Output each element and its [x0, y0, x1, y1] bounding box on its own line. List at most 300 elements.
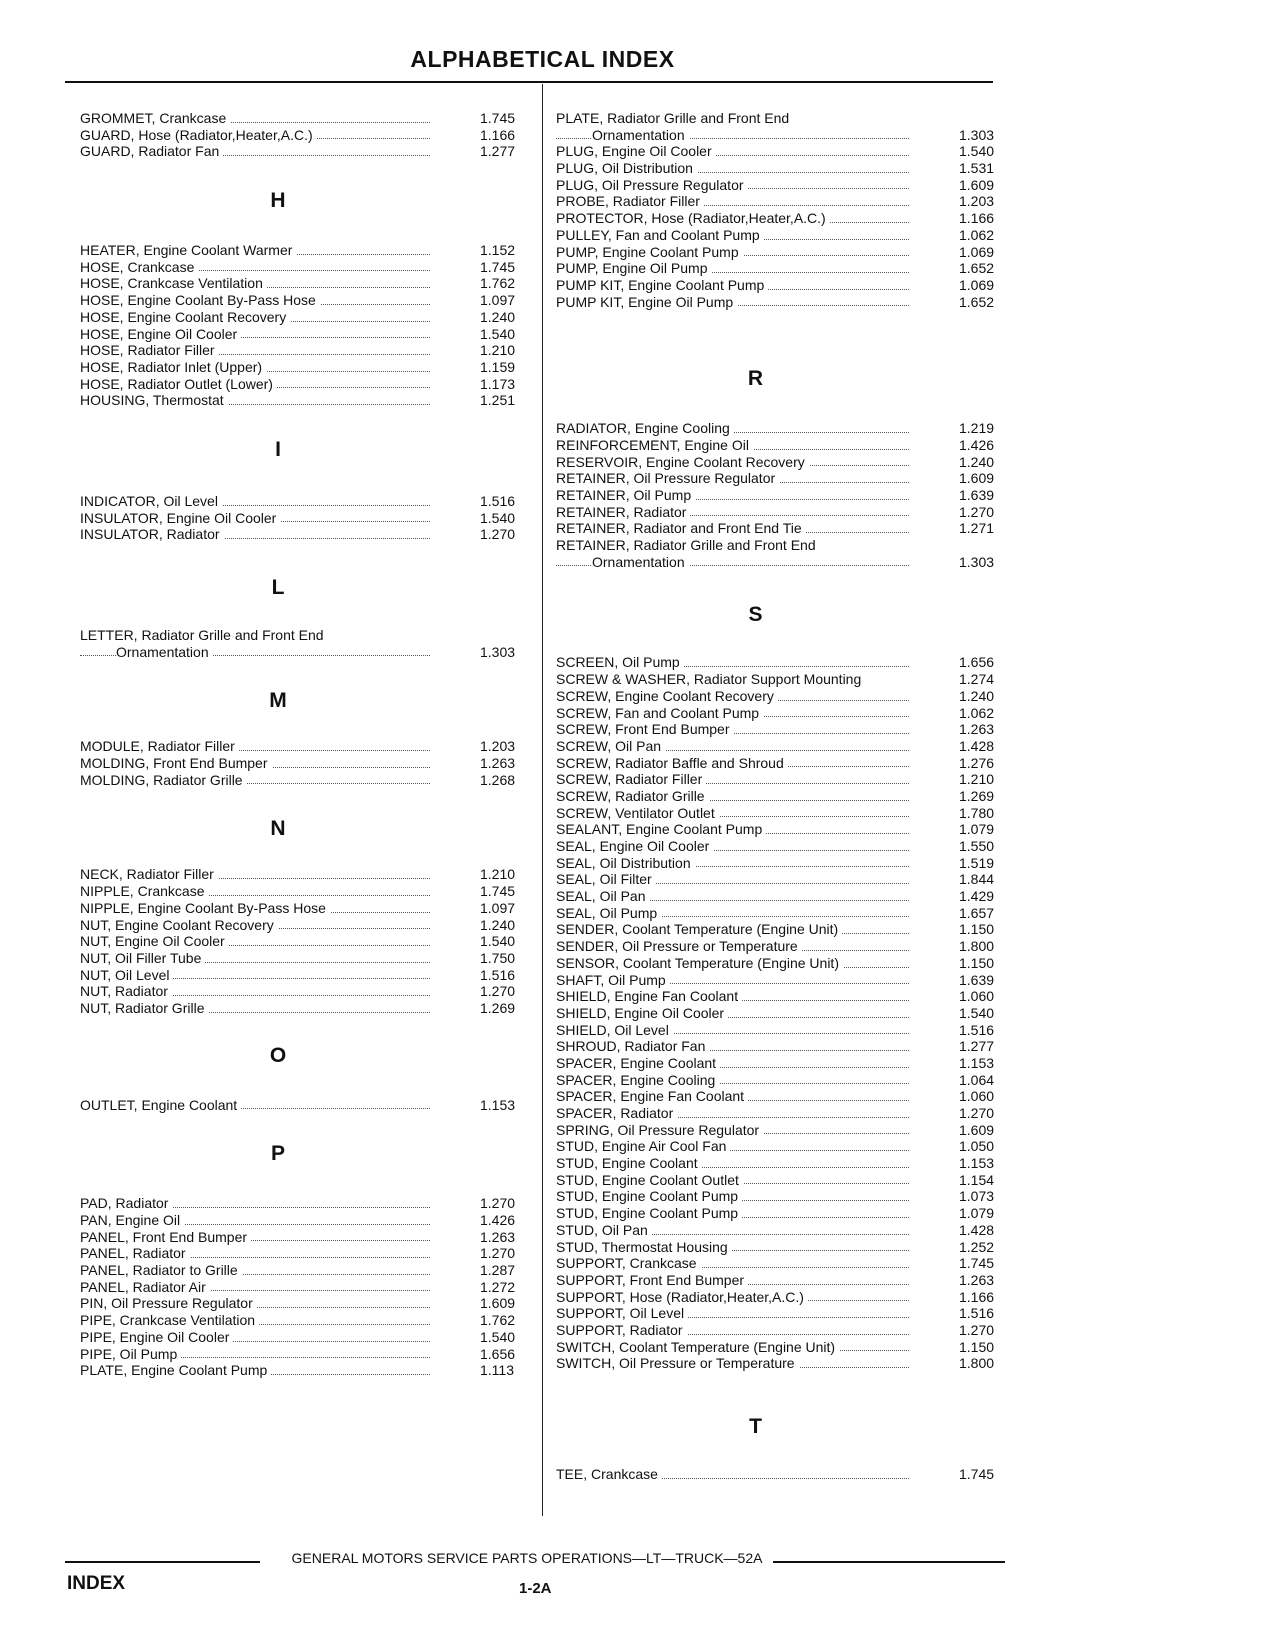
index-entry [556, 888, 1009, 905]
index-entry [556, 755, 1009, 772]
entry-page: 1.745 [959, 1255, 995, 1272]
section-gap [80, 160, 530, 176]
entry-page: 1.240 [959, 687, 995, 704]
entry-page: 1.540 [959, 1004, 995, 1021]
section-gap [556, 404, 1009, 420]
index-entry [80, 359, 530, 376]
section-gap [80, 543, 530, 563]
entry-name: SEAL, Oil Distribution [556, 855, 695, 872]
index-entry [556, 1355, 1009, 1372]
index-entry [80, 510, 530, 527]
section-letter: I [275, 437, 281, 461]
entry-page: 1.073 [959, 1188, 995, 1205]
footer-section-label: INDEX [67, 1573, 126, 1594]
index-entry [80, 526, 530, 543]
index-entry [80, 1295, 530, 1312]
entry-page: 1.745 [480, 883, 516, 900]
index-entry [80, 275, 530, 292]
index-entry [556, 1222, 1009, 1239]
entry-name: STUD, Engine Coolant Pump [556, 1188, 742, 1205]
index-entry [556, 1105, 1009, 1122]
entry-page: 1.166 [480, 126, 516, 143]
entry-name: NIPPLE, Crankcase [80, 883, 209, 900]
entry-page: 1.745 [480, 110, 516, 126]
entry-page: 1.762 [480, 1312, 516, 1329]
entry-name: SCREW & WASHER, Radiator Support Mounting [556, 671, 865, 688]
entry-page: 1.060 [959, 1088, 995, 1105]
index-entry [80, 1000, 530, 1017]
index-entry-continuation [80, 644, 530, 661]
entry-name: STUD, Oil Pan [556, 1222, 652, 1239]
section-gap [556, 640, 1009, 654]
entry-name: RETAINER, Oil Pressure Regulator [556, 470, 779, 487]
index-entry [556, 1005, 1009, 1022]
entry-page: 1.277 [480, 143, 516, 160]
entry-name: NUT, Oil Level [80, 967, 173, 984]
index-entry [80, 259, 530, 276]
section-gap [80, 1179, 530, 1195]
entry-page: 1.270 [959, 1105, 995, 1121]
entry-name: SPACER, Radiator [556, 1105, 677, 1122]
index-entry [80, 900, 530, 917]
section-gap [556, 1372, 1009, 1402]
section-gap [556, 310, 1009, 354]
entry-name: RADIATOR, Engine Cooling [556, 420, 734, 437]
entry-name: SCREW, Radiator Filler [556, 771, 706, 788]
index-entry [80, 127, 530, 144]
index-entry [556, 688, 1009, 705]
entry-name: SCREW, Engine Coolant Recovery [556, 688, 778, 705]
title-rule [65, 81, 993, 83]
index-entry [80, 917, 530, 934]
entry-name: STUD, Thermostat Housing [556, 1239, 732, 1256]
index-entry [556, 654, 1009, 671]
entry-page: 1.657 [959, 904, 995, 921]
entry-page: 1.270 [480, 983, 516, 1000]
index-entry [556, 721, 1009, 738]
entry-page: 1.113 [480, 1362, 514, 1379]
entry-name: PANEL, Radiator [80, 1245, 190, 1262]
entry-page: 1.303 [480, 643, 516, 660]
entry-name: RESERVOIR, Engine Coolant Recovery [556, 454, 809, 471]
index-entry [556, 1088, 1009, 1105]
entry-page: 1.240 [480, 916, 516, 933]
entry-name: PLATE, Radiator Grille and Front End [556, 110, 793, 127]
index-entry [556, 955, 1009, 972]
index-entry [556, 1188, 1009, 1205]
index-entry [556, 537, 1009, 554]
section-gap [556, 570, 1009, 590]
entry-page: 1.097 [480, 292, 516, 309]
entry-page: 1.750 [480, 949, 516, 966]
entry-name: SCREW, Radiator Grille [556, 788, 709, 805]
entry-name: SCREW, Front End Bumper [556, 721, 734, 738]
entry-name: PIPE, Engine Oil Cooler [80, 1329, 233, 1346]
entry-page: 1.780 [959, 804, 995, 821]
entry-page: 1.652 [959, 293, 995, 310]
entry-name: SEAL, Oil Filter [556, 871, 656, 888]
entry-page: 1.287 [480, 1262, 516, 1279]
entry-name: SUPPORT, Oil Level [556, 1305, 688, 1322]
section-letter: P [270, 1142, 285, 1166]
index-entry-continuation [556, 554, 1009, 571]
index-entry [556, 177, 1009, 194]
entry-name: REINFORCEMENT, Engine Oil [556, 437, 753, 454]
entry-name: SUPPORT, Front End Bumper [556, 1272, 748, 1289]
entry-name: SEAL, Engine Oil Cooler [556, 838, 713, 855]
entry-page: 1.263 [480, 1228, 516, 1245]
entry-page: 1.251 [480, 392, 516, 409]
entry-name: PANEL, Radiator to Grille [80, 1262, 242, 1279]
index-entry [556, 671, 1009, 688]
entry-name: SCREW, Ventilator Outlet [556, 805, 719, 822]
entry-page: 1.268 [480, 771, 516, 788]
entry-page: 1.531 [959, 160, 995, 177]
section-gap [80, 226, 530, 242]
entry-name: HOSE, Radiator Outlet (Lower) [80, 376, 277, 393]
index-entry [80, 242, 530, 259]
index-entry [80, 883, 530, 900]
index-entry [80, 866, 530, 883]
entry-name: STUD, Engine Air Cool Fan [556, 1138, 730, 1155]
entry-page: 1.270 [480, 1245, 516, 1262]
entry-page: 1.426 [959, 436, 995, 453]
entry-name: GUARD, Hose (Radiator,Heater,A.C.) [80, 127, 317, 144]
entry-page: 1.276 [959, 754, 995, 771]
footer-page-number: 1-2A [519, 1580, 552, 1597]
index-entry [80, 1097, 530, 1114]
index-entry [556, 1155, 1009, 1172]
index-entry [80, 326, 530, 343]
index-entry [80, 110, 530, 127]
entry-page: 1.274 [959, 671, 995, 688]
section-gap [80, 660, 530, 676]
section-letter: H [270, 189, 286, 213]
index-entry [556, 871, 1009, 888]
entry-name: PAD, Radiator [80, 1195, 172, 1212]
entry-name: SENSOR, Coolant Temperature (Engine Unit) [556, 955, 843, 972]
entry-name: SCREEN, Oil Pump [556, 654, 684, 671]
index-entry [80, 1212, 530, 1229]
entry-page: 1.800 [959, 938, 995, 955]
entry-name: TEE, Crankcase [556, 1466, 662, 1483]
entry-page: 1.277 [959, 1038, 995, 1055]
footer-org-text: GENERAL MOTORS SERVICE PARTS OPERATIONS—LT—TRUCK—52A [288, 1550, 767, 1566]
index-entry [556, 454, 1009, 471]
entry-name: RETAINER, Radiator Grille and Front End [556, 537, 820, 554]
section-gap [80, 1017, 530, 1031]
entry-name: HOSE, Engine Oil Cooler [80, 326, 241, 343]
index-entry [556, 277, 1009, 294]
entry-name: PANEL, Radiator Air [80, 1279, 210, 1296]
entry-name: SPACER, Engine Fan Coolant [556, 1088, 748, 1105]
entry-name: SEAL, Oil Pump [556, 905, 661, 922]
entry-name: Ornamentation [592, 554, 689, 571]
entry-page: 1.270 [959, 503, 995, 520]
entry-page: 1.060 [959, 988, 995, 1005]
entry-name: PIN, Oil Pressure Regulator [80, 1295, 257, 1312]
entry-page: 1.252 [959, 1238, 995, 1255]
entry-page: 1.269 [480, 999, 516, 1016]
index-entry [80, 738, 530, 755]
column-divider [542, 84, 543, 1516]
index-entry [556, 972, 1009, 989]
entry-page: 1.079 [959, 1205, 995, 1222]
entry-page: 1.745 [959, 1466, 995, 1482]
entry-page: 1.062 [959, 704, 995, 721]
entry-name: PLUG, Engine Oil Cooler [556, 143, 716, 160]
entry-page: 1.609 [959, 470, 995, 487]
entry-name: PUMP, Engine Oil Pump [556, 260, 711, 277]
index-entry [80, 755, 530, 772]
entry-page: 1.609 [959, 1121, 995, 1138]
entry-name: LETTER, Radiator Grille and Front End [80, 627, 328, 644]
entry-name: PAN, Engine Oil [80, 1212, 184, 1229]
index-entry [80, 1329, 530, 1346]
entry-page: 1.516 [480, 966, 516, 983]
index-entry [556, 193, 1009, 210]
entry-page: 1.050 [959, 1138, 995, 1155]
entry-page: 1.270 [959, 1321, 995, 1338]
index-entry [556, 520, 1009, 537]
entry-name: PANEL, Front End Bumper [80, 1229, 251, 1246]
index-entry [556, 921, 1009, 938]
entry-name: NUT, Radiator Grille [80, 1000, 208, 1017]
section-gap [80, 613, 530, 627]
index-entry [80, 309, 530, 326]
entry-name: NUT, Radiator [80, 983, 172, 1000]
entry-name: PLUG, Oil Distribution [556, 160, 697, 177]
entry-name: SUPPORT, Radiator [556, 1322, 687, 1339]
entry-name: SHIELD, Engine Oil Cooler [556, 1005, 728, 1022]
entry-page: 1.263 [959, 1271, 995, 1288]
page-title: ALPHABETICAL INDEX [410, 46, 675, 72]
entry-page: 1.426 [480, 1212, 516, 1228]
index-entry [556, 1305, 1009, 1322]
entry-name: SEAL, Oil Pan [556, 888, 650, 905]
entry-page: 1.540 [480, 325, 516, 342]
index-entry [556, 227, 1009, 244]
entry-name: GUARD, Radiator Fan [80, 143, 223, 160]
section-gap [80, 475, 530, 493]
index-entry [556, 1022, 1009, 1039]
entry-name: INDICATOR, Oil Level [80, 493, 222, 510]
entry-page: 1.609 [959, 176, 995, 193]
entry-page: 1.062 [959, 226, 995, 243]
entry-page: 1.800 [959, 1355, 995, 1372]
entry-name: SPRING, Oil Pressure Regulator [556, 1122, 763, 1139]
entry-name: PUMP KIT, Engine Coolant Pump [556, 277, 768, 294]
entry-page: 1.097 [480, 899, 516, 916]
index-entry [556, 294, 1009, 311]
section-letter: L [271, 576, 285, 599]
index-entry [556, 1289, 1009, 1306]
index-entry [80, 292, 530, 309]
entry-name: Ornamentation [592, 127, 689, 144]
index-entry [556, 1122, 1009, 1139]
entry-page: 1.240 [480, 308, 516, 325]
entry-name: PROBE, Radiator Filler [556, 193, 704, 210]
section-letter: N [270, 817, 286, 841]
entry-name: INSULATOR, Engine Oil Cooler [80, 510, 280, 527]
entry-page: 1.656 [959, 654, 995, 671]
index-entry [556, 1466, 1009, 1483]
entry-page: 1.429 [959, 888, 995, 905]
index-entry-continuation [556, 127, 1009, 144]
entry-page: 1.540 [959, 143, 995, 160]
entry-page: 1.271 [959, 520, 995, 537]
entry-page: 1.639 [959, 971, 995, 988]
entry-page: 1.269 [959, 787, 995, 804]
index-entry [556, 420, 1009, 437]
entry-page: 1.550 [959, 838, 995, 854]
section-letter: T [749, 1415, 762, 1438]
entry-page: 1.540 [480, 933, 516, 950]
entry-name: PUMP, Engine Coolant Pump [556, 244, 743, 261]
entry-name: HOSE, Crankcase [80, 259, 198, 276]
index-entry [80, 143, 530, 160]
entry-page: 1.150 [959, 1338, 995, 1355]
section-letter: S [748, 603, 763, 627]
entry-name: RETAINER, Radiator [556, 504, 690, 521]
index-entry [80, 1312, 530, 1329]
entry-name: Ornamentation [116, 644, 213, 661]
index-entry [556, 504, 1009, 521]
section-gap [80, 788, 530, 804]
entry-name: PIPE, Oil Pump [80, 1346, 181, 1363]
entry-name: MOLDING, Front End Bumper [80, 755, 272, 772]
entry-name: HOSE, Engine Coolant By-Pass Hose [80, 292, 320, 309]
entry-name: NUT, Oil Filler Tube [80, 950, 205, 967]
entry-page: 1.210 [959, 771, 995, 788]
index-entry [80, 772, 530, 789]
entry-page: 1.519 [959, 854, 995, 871]
entry-page: 1.263 [480, 755, 516, 772]
entry-page: 1.152 [480, 242, 516, 259]
entry-page: 1.263 [959, 721, 995, 738]
entry-page: 1.210 [480, 342, 516, 359]
entry-page: 1.540 [480, 1328, 516, 1345]
entry-name: SHAFT, Oil Pump [556, 972, 670, 989]
entry-page: 1.844 [959, 871, 995, 888]
section-letter: M [269, 689, 287, 713]
entry-page: 1.166 [959, 1288, 995, 1305]
index-entry [80, 933, 530, 950]
entry-page: 1.516 [480, 492, 516, 509]
entry-page: 1.079 [959, 821, 995, 838]
entry-name: PIPE, Crankcase Ventilation [80, 1312, 259, 1329]
entry-name: HEATER, Engine Coolant Warmer [80, 242, 296, 259]
index-entry [556, 143, 1009, 160]
entry-page: 1.639 [959, 487, 995, 503]
entry-name: SENDER, Oil Pressure or Temperature [556, 938, 802, 955]
entry-name: STUD, Engine Coolant Outlet [556, 1172, 743, 1189]
index-entry [556, 788, 1009, 805]
index-entry [556, 470, 1009, 487]
index-entry [556, 938, 1009, 955]
entry-name: SUPPORT, Crankcase [556, 1255, 701, 1272]
entry-name: NUT, Engine Coolant Recovery [80, 917, 278, 934]
index-entry [556, 1255, 1009, 1272]
entry-name: HOSE, Engine Coolant Recovery [80, 309, 290, 326]
entry-page: 1.516 [959, 1305, 995, 1322]
entry-page: 1.609 [480, 1295, 516, 1312]
section-letter: O [269, 1043, 287, 1067]
entry-name: SWITCH, Oil Pressure or Temperature [556, 1355, 799, 1372]
entry-page: 1.270 [480, 526, 516, 543]
entry-page: 1.159 [480, 358, 516, 375]
entry-page: 1.219 [959, 420, 995, 437]
entry-name: SHIELD, Engine Fan Coolant [556, 988, 742, 1005]
entry-page: 1.150 [959, 921, 995, 938]
index-entry [80, 1362, 530, 1379]
index-entry [80, 376, 530, 393]
entry-name: RETAINER, Oil Pump [556, 487, 695, 504]
entry-page: 1.652 [959, 260, 995, 277]
index-entry [556, 1272, 1009, 1289]
entry-name: INSULATOR, Radiator [80, 526, 224, 543]
index-entry [556, 160, 1009, 177]
index-entry [556, 705, 1009, 722]
entry-page: 1.166 [959, 210, 995, 227]
entry-page: 1.069 [959, 276, 995, 293]
index-entry [80, 392, 530, 409]
entry-page: 1.272 [480, 1278, 516, 1295]
entry-name: HOSE, Crankcase Ventilation [80, 275, 267, 292]
entry-page: 1.203 [480, 738, 516, 755]
entry-name: SHROUD, Radiator Fan [556, 1038, 709, 1055]
entry-page: 1.540 [480, 509, 516, 526]
entry-name: PLATE, Engine Coolant Pump [80, 1362, 271, 1379]
entry-name: STUD, Engine Coolant [556, 1155, 702, 1172]
entry-name: NECK, Radiator Filler [80, 866, 218, 883]
entry-page: 1.150 [959, 954, 995, 971]
entry-name: NIPPLE, Engine Coolant By-Pass Hose [80, 900, 330, 917]
index-entry [556, 260, 1009, 277]
index-entry [556, 1055, 1009, 1072]
entry-page: 1.153 [959, 1155, 995, 1172]
index-entry [556, 838, 1009, 855]
index-column-left [80, 110, 530, 1379]
index-entry [556, 1138, 1009, 1155]
index-entry [556, 855, 1009, 872]
entry-name: SCREW, Fan and Coolant Pump [556, 705, 763, 722]
entry-name: HOSE, Radiator Inlet (Upper) [80, 359, 266, 376]
entry-page: 1.203 [959, 193, 995, 210]
index-column-right [556, 110, 1009, 1483]
entry-name: SPACER, Engine Cooling [556, 1072, 719, 1089]
entry-page: 1.762 [480, 275, 516, 292]
entry-name: STUD, Engine Coolant Pump [556, 1205, 742, 1222]
entry-name: PULLEY, Fan and Coolant Pump [556, 227, 764, 244]
index-entry [80, 627, 530, 644]
index-entry [556, 1339, 1009, 1356]
index-entry [556, 1239, 1009, 1256]
entry-name: OUTLET, Engine Coolant [80, 1097, 241, 1114]
index-entry [80, 983, 530, 1000]
index-entry [556, 905, 1009, 922]
entry-page: 1.154 [959, 1171, 995, 1188]
index-entry [556, 210, 1009, 227]
index-entry [80, 1195, 530, 1212]
index-entry [556, 805, 1009, 822]
index-entry [556, 437, 1009, 454]
section-gap [556, 1452, 1009, 1466]
index-entry [80, 342, 530, 359]
section-gap [80, 1113, 530, 1129]
entry-name: SUPPORT, Hose (Radiator,Heater,A.C.) [556, 1289, 808, 1306]
entry-name: NUT, Engine Oil Cooler [80, 933, 229, 950]
